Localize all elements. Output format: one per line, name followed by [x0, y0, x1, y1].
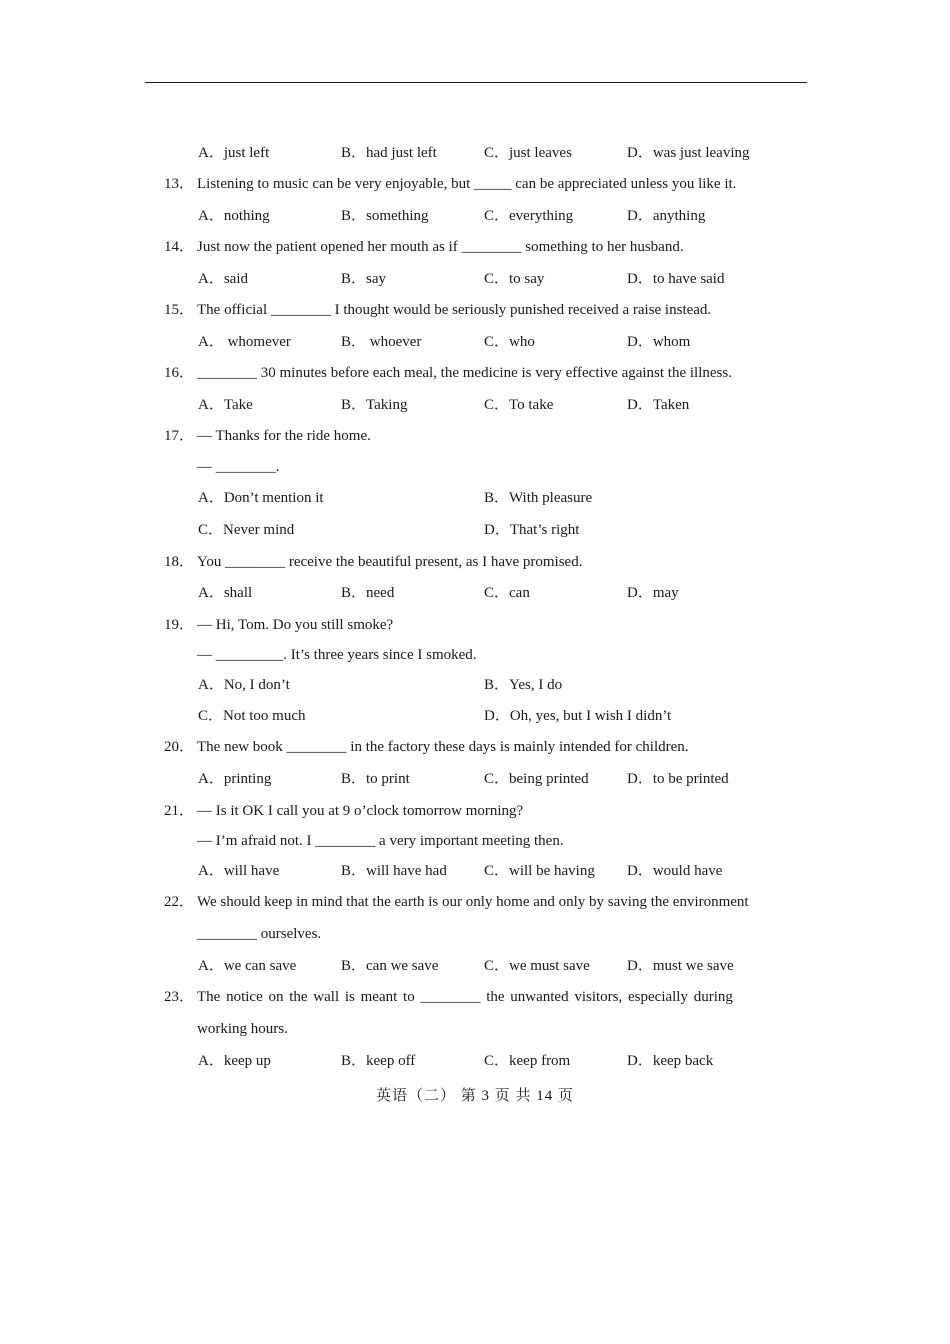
q18-option-c: C．can [484, 585, 530, 601]
q14-option-b: B．say [341, 271, 387, 287]
q19-line-2: — _________. It’s three years since I smoked. [197, 647, 477, 663]
q16-stem: ________ 30 minutes before each meal, the medicine is very effective against the illness. [197, 365, 732, 381]
q19-number: 19． [164, 617, 195, 633]
q13-stem: Listening to music can be very enjoyable, but _____ can be appreciated unless you like it. [197, 176, 737, 192]
q15-option-b: B． whoever [341, 334, 422, 350]
q16-option-d: D．Taken [627, 397, 690, 413]
q17-option-a: A．Don’t mention it [198, 490, 324, 506]
q22-option-c: C．we must save [484, 958, 590, 974]
q14-stem: Just now the patient opened her mouth as if ________ something to her husband. [197, 239, 684, 255]
q19-option-b: B．Yes, I do [484, 677, 563, 693]
q19-option-a: A．No, I don’t [198, 677, 290, 693]
q12-option-c: C．just leaves [484, 145, 572, 161]
q19-option-d: D．Oh, yes, but I wish I didn’t [484, 708, 672, 724]
q21-option-b: B．will have had [341, 863, 447, 879]
q19-option-c: C．Not too much [198, 708, 306, 724]
q23-line-2: working hours. [197, 1021, 288, 1037]
q14-option-d: D．to have said [627, 271, 725, 287]
q19-line-1: — Hi, Tom. Do you still smoke? [197, 617, 394, 633]
q15-stem: The official ________ I thought would be seriously punished received a raise instead. [197, 302, 712, 318]
q14-option-c: C．to say [484, 271, 545, 287]
q23-option-c: C．keep from [484, 1053, 571, 1069]
q21-option-a: A．will have [198, 863, 280, 879]
q18-number: 18． [164, 554, 195, 570]
q21-option-d: D．would have [627, 863, 723, 879]
q23-line-1: The notice on the wall is meant to ________ the unwanted visitors, especially during [197, 989, 733, 1005]
q22-line-1: We should keep in mind that the earth is our only home and only by saving the environment [197, 894, 749, 910]
q17-option-c: C．Never mind [198, 522, 295, 538]
q18-option-a: A．shall [198, 585, 253, 601]
q20-option-d: D．to be printed [627, 771, 729, 787]
q14-option-a: A．said [198, 271, 248, 287]
q16-option-b: B．Taking [341, 397, 408, 413]
q14-number: 14． [164, 239, 195, 255]
q18-option-d: D．may [627, 585, 679, 601]
q23-option-a: A．keep up [198, 1053, 271, 1069]
q15-option-d: D．whom [627, 334, 691, 350]
q22-option-a: A．we can save [198, 958, 297, 974]
q15-number: 15． [164, 302, 195, 318]
q20-option-b: B．to print [341, 771, 410, 787]
q22-option-b: B．can we save [341, 958, 439, 974]
header-rule [145, 82, 807, 83]
q23-option-b: B．keep off [341, 1053, 416, 1069]
q18-stem: You ________ receive the beautiful present, as I have promised. [197, 554, 583, 570]
q13-option-b: B．something [341, 208, 429, 224]
q17-option-d: D．That’s right [484, 522, 580, 538]
q22-option-d: D．must we save [627, 958, 734, 974]
q20-option-c: C．being printed [484, 771, 589, 787]
q13-option-a: A．nothing [198, 208, 270, 224]
q12-option-b: B．had just left [341, 145, 437, 161]
q21-line-1: — Is it OK I call you at 9 o’clock tomorrow morning? [197, 803, 524, 819]
q20-stem: The new book ________ in the factory these days is mainly intended for children. [197, 739, 689, 755]
q21-option-c: C．will be having [484, 863, 595, 879]
q23-option-d: D．keep back [627, 1053, 714, 1069]
q17-option-b: B．With pleasure [484, 490, 593, 506]
q20-option-a: A．printing [198, 771, 272, 787]
q22-line-2: ________ ourselves. [197, 926, 322, 942]
q23-number: 23． [164, 989, 195, 1005]
q13-option-c: C．everything [484, 208, 574, 224]
q16-number: 16． [164, 365, 195, 381]
q16-option-a: A．Take [198, 397, 253, 413]
q16-option-c: C．To take [484, 397, 554, 413]
q15-option-c: C．who [484, 334, 535, 350]
q13-option-d: D．anything [627, 208, 706, 224]
q21-line-2: — I’m afraid not. I ________ a very important meeting then. [197, 833, 564, 849]
page-footer: 英语（二） 第 3 页 共 14 页 [375, 1088, 574, 1104]
q21-number: 21． [164, 803, 195, 819]
q17-line-2: — ________. [197, 459, 280, 475]
q15-option-a: A． whomever [198, 334, 291, 350]
q20-number: 20． [164, 739, 195, 755]
q12-option-d: D．was just leaving [627, 145, 750, 161]
q17-line-1: — Thanks for the ride home. [197, 428, 371, 444]
q22-number: 22． [164, 894, 195, 910]
q18-option-b: B．need [341, 585, 395, 601]
q13-number: 13． [164, 176, 195, 192]
q17-number: 17． [164, 428, 195, 444]
q12-option-a: A．just left [198, 145, 270, 161]
